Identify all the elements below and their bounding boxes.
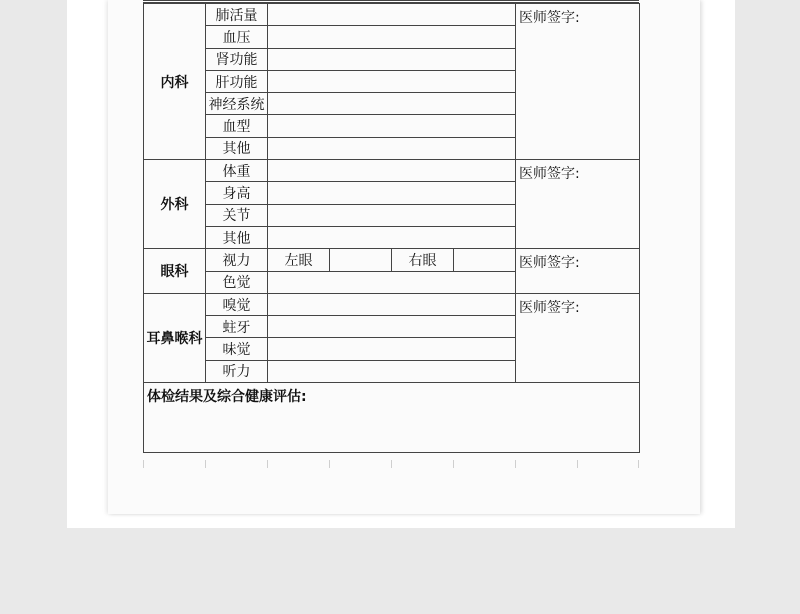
item-label: 其他: [206, 226, 268, 248]
item-label: 身高: [206, 182, 268, 204]
department-ent: 耳鼻喉科: [144, 293, 206, 382]
right-eye-label: 右眼: [392, 249, 454, 271]
value-cell[interactable]: [268, 4, 516, 26]
item-label: 神经系统: [206, 93, 268, 115]
table-row: [144, 293, 640, 315]
value-cell[interactable]: [268, 182, 516, 204]
grid-line: [143, 460, 144, 468]
table-row: [144, 4, 640, 26]
value-cell[interactable]: [268, 93, 516, 115]
value-cell[interactable]: [268, 115, 516, 137]
item-label: 关节: [206, 204, 268, 226]
department-internal: 内科: [144, 4, 206, 160]
value-cell[interactable]: [268, 226, 516, 248]
medical-exam-form: [143, 3, 640, 453]
value-cell[interactable]: [268, 70, 516, 92]
item-label: 肾功能: [206, 48, 268, 70]
value-cell[interactable]: [268, 360, 516, 382]
grid-line: [267, 460, 268, 468]
department-surgery: 外科: [144, 160, 206, 249]
right-eye-value[interactable]: [454, 249, 516, 271]
value-cell[interactable]: [268, 160, 516, 182]
signature-cell[interactable]: 医师签字:: [516, 160, 640, 249]
signature-cell[interactable]: 医师签字:: [516, 4, 640, 160]
value-cell[interactable]: [268, 293, 516, 315]
item-label: 视力: [206, 249, 268, 271]
grid-line: [205, 460, 206, 468]
table-row: [144, 383, 640, 453]
grid-line: [577, 460, 578, 468]
table-row: [144, 160, 640, 182]
value-cell[interactable]: [268, 316, 516, 338]
left-eye-value[interactable]: [330, 249, 392, 271]
item-label: 体重: [206, 160, 268, 182]
value-cell[interactable]: [268, 26, 516, 48]
left-eye-label: 左眼: [268, 249, 330, 271]
item-label: 肝功能: [206, 70, 268, 92]
item-label: 蛀牙: [206, 316, 268, 338]
signature-cell[interactable]: 医师签字:: [516, 293, 640, 382]
summary-cell[interactable]: 体检结果及综合健康评估:: [144, 383, 640, 453]
grid-line: [391, 460, 392, 468]
item-label: 其他: [206, 137, 268, 159]
value-cell[interactable]: [268, 338, 516, 360]
item-label: 味觉: [206, 338, 268, 360]
item-label: 色觉: [206, 271, 268, 293]
item-label: 嗅觉: [206, 293, 268, 315]
value-cell[interactable]: [268, 137, 516, 159]
value-cell[interactable]: [268, 271, 516, 293]
grid-line: [329, 460, 330, 468]
grid-line: [515, 460, 516, 468]
grid-line: [638, 460, 639, 468]
item-label: 听力: [206, 360, 268, 382]
value-cell[interactable]: [268, 48, 516, 70]
value-cell[interactable]: [268, 204, 516, 226]
signature-cell[interactable]: 医师签字:: [516, 249, 640, 294]
item-label: 肺活量: [206, 4, 268, 26]
department-ophthalmology: 眼科: [144, 249, 206, 294]
table-row: [144, 249, 640, 271]
item-label: 血型: [206, 115, 268, 137]
grid-line: [453, 460, 454, 468]
item-label: 血压: [206, 26, 268, 48]
